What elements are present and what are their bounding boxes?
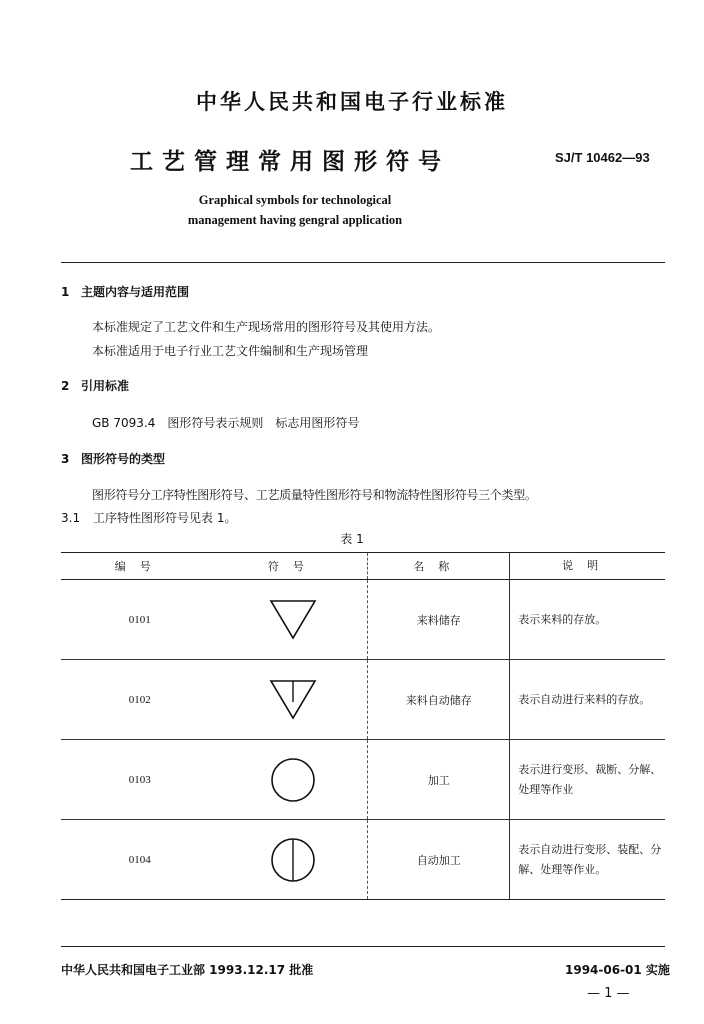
section-1-para-2: 本标准适用于电子行业工艺文件编制和生产现场管理	[92, 344, 369, 358]
document-title: 工艺管理常用图形符号	[130, 149, 450, 175]
row-name: 来料自动储存	[368, 660, 510, 740]
triangle-down-icon	[268, 598, 318, 642]
section-1-title: 主题内容与适用范围	[81, 285, 190, 299]
section-1-para-1: 本标准规定了工艺文件和生产现场常用的图形符号及其使用方法。	[92, 320, 441, 334]
implementation-date: 1994-06-01 实施	[565, 963, 670, 977]
header-description: 说明	[510, 553, 665, 580]
header-code: 编号	[61, 553, 219, 580]
section-2-title: 引用标准	[81, 379, 130, 393]
english-title	[0, 190, 590, 230]
row-code: 0104	[61, 820, 219, 900]
row-code: 0102	[61, 660, 219, 740]
symbols-table	[61, 552, 665, 900]
standard-code: SJ/T 10462—93	[555, 150, 650, 165]
row-code: 0103	[61, 740, 219, 820]
row-symbol	[219, 660, 368, 740]
row-description: 表示来料的存放。	[510, 580, 665, 660]
section-2-number: 2	[61, 379, 70, 393]
circle-icon	[268, 755, 318, 805]
row-name: 来料储存	[368, 580, 510, 660]
table-row	[61, 740, 665, 820]
section-3-title: 图形符号的类型	[81, 452, 166, 466]
row-symbol	[219, 580, 368, 660]
header-name: 名称	[368, 553, 510, 580]
footer-rule	[61, 946, 665, 947]
circle-bar-icon	[268, 835, 318, 885]
section-1-heading	[61, 283, 189, 300]
table-row	[61, 580, 665, 660]
section-2-para-1: GB 7093.4 图形符号表示规则 标志用图形符号	[92, 416, 360, 430]
header-rule	[61, 262, 665, 263]
table-header-row	[61, 553, 665, 580]
table-row	[61, 660, 665, 740]
section-3-heading	[61, 450, 165, 467]
table-caption: 表 1	[340, 532, 364, 546]
row-name: 自动加工	[368, 820, 510, 900]
section-3-para-1: 图形符号分工序特性图形符号、工艺质量特性图形符号和物流特性图形符号三个类型。	[92, 488, 537, 502]
table-row	[61, 820, 665, 900]
standard-title: 中华人民共和国电子行业标准	[196, 90, 508, 114]
header-symbol: 符号	[219, 553, 368, 580]
row-code: 0101	[61, 580, 219, 660]
row-symbol	[219, 740, 368, 820]
subsection-3-1	[61, 509, 236, 526]
english-title-line2: management having gengral application	[187, 213, 403, 227]
section-3-number: 3	[61, 452, 70, 466]
approval-line: 中华人民共和国电子工业部 1993.12.17 批准	[61, 963, 314, 977]
triangle-down-bar-icon	[268, 678, 318, 722]
english-title-line1: Graphical symbols for technological	[198, 193, 392, 207]
section-1-number: 1	[61, 285, 70, 299]
section-2-heading	[61, 377, 129, 394]
page-number: — 1 —	[587, 986, 630, 1001]
row-symbol	[219, 820, 368, 900]
row-description: 表示自动进行来料的存放。	[510, 660, 665, 740]
row-name: 加工	[368, 740, 510, 820]
row-description: 表示进行变形、裁断、分解、处理等作业	[510, 740, 665, 820]
subsection-number: 3.1	[61, 511, 81, 525]
row-description: 表示自动进行变形、装配、分解、处理等作业。	[510, 820, 665, 900]
subsection-text: 工序特性图形符号见表 1。	[93, 511, 237, 525]
